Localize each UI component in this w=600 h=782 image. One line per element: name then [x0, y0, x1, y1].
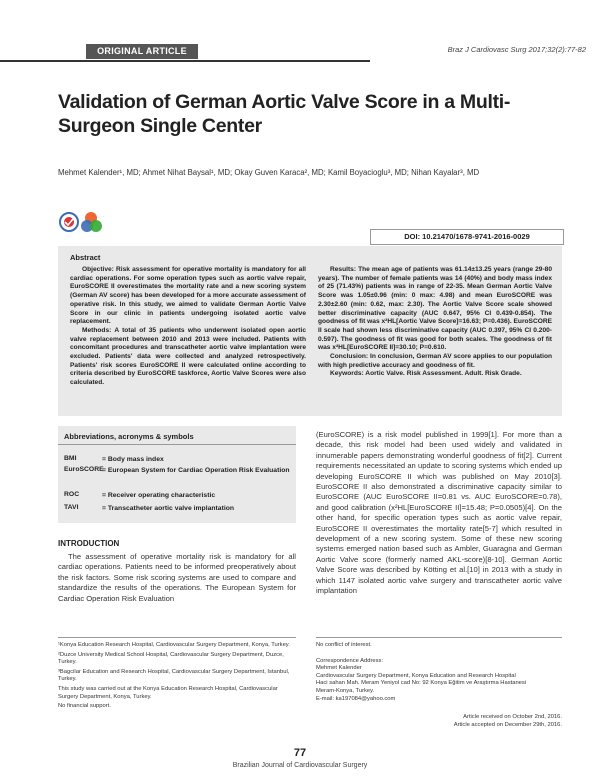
introduction-right-text: (EuroSCORE) is a risk model published in 1999[1]. For more than a decade, this risk model had been used widely and validated in innumerable papers demonstrating wonderful goodness of fit[2]. Current requirements necessitated an update to scoring systems which ended up developing EuroSCORE II which was published on May 2010[3]. EuroSCORE II also demonstrated a discriminative capacity similar to EuroSCORE (AUC EuroSCORE II=0.81 vs. AUC EuroSCORE=0.78), and good calibration (x²HL[EuroSCORE II]=15.48; P=0.0505)[4]. On the other hand, for specific operation types such as aortic valve repair, EuroSCORE II overestimates the mortality rate[5-7] which resulted in development of a new scoring system. Some of these new scoring systems emerged nation based such as Ambler, Guaragna and German Aortic Valve score (formerly named AKL-score)[8-10]. German Aortic Valve Score was described by Kötting et al.[10] in 2013 with a study in which 1147 isolated aortic valve surgery and transcatheter aortic valve implantation [316, 430, 562, 596]
footnote-divider-left [58, 637, 296, 638]
doi-box[interactable]: DOI: 10.21470/1678-9741-2016-0029 [370, 229, 564, 245]
article-dates [316, 714, 562, 729]
introduction-left-text: The assessment of operative mortality risk is mandatory for all cardiac operations. Patients need to be informed preoperatively about the risk factors. Some risk scoring systems are used to compare and standardize the results of the operations. The European System for Cardiac Operation Risk Evaluation [58, 552, 296, 603]
funding-note: No financial support. [58, 703, 111, 710]
address-line: Cardiovascular Surgery Department, Konya Education and Research Hospital [316, 672, 516, 679]
abbreviation-row [64, 504, 292, 514]
abbreviation-value: = European System for Cardiac Operation Risk Evaluation [102, 467, 290, 474]
correspondence [316, 642, 562, 703]
abbreviation-key: ROC [64, 491, 80, 498]
methods-label: Methods: [82, 326, 112, 334]
article-title: Validation of German Aortic Valve Score in a Multi-Surgeon Single Center [58, 91, 511, 137]
abbreviation-key: BMI [64, 455, 77, 462]
address-line: Haci sahan Mah. Meram Yeniyol cad No: 92 Konya Eğitim ve Araştırma Hastanesi [316, 680, 527, 687]
keywords-text: Aortic Valve. Risk Assessment. Adult. Risk Grade. [363, 370, 522, 378]
methods-text: A total of 35 patients who underwent isolated open aortic valve replacement between 2010 and 2013 were included. Patients with concomitant procedures and transcatheter aortic valve implantation were excluded. Patients' data were collected and analyzed retrospectively. Patients' risk scores EuroSCORE II were calculated online according to criteria described by EuroSCORE taskforce, Aortic Valve Scores were also calculated. [70, 326, 306, 387]
author-list: Mehmet Kalender¹, MD; Ahmet Nihat Baysal¹, MD; Okay Guven Karaca², MD; Kamil Boyacioglu³, MD; Nihan Kayalar³, MD [58, 168, 480, 177]
page-number: 77 [293, 747, 307, 759]
abstract-right-column [318, 266, 552, 379]
affiliation-3: ³Bagcilar Education and Research Hospital, Cardiovascular Surgery Department, Istanbul, Turkey. [58, 668, 290, 683]
keywords-label: Keywords: [330, 370, 364, 378]
affiliations [58, 642, 294, 713]
abstract-left-column [70, 266, 306, 388]
abbreviation-key: EuroSCORE [64, 466, 104, 473]
objective-label: Objective: [82, 266, 114, 273]
abbreviations-title: Abbreviations, acronyms & symbols [64, 432, 194, 441]
conflict-note: No conflict of interest. [316, 642, 372, 648]
affiliation-2: ²Duzce University Medical School Hospital, Cardiovascular Surgery Department, Duzce, Turkey. [58, 651, 284, 666]
received-date: Article received on October 2nd, 2016. [463, 714, 562, 720]
abbreviation-key: TAVI [64, 504, 79, 511]
abstract-heading: Abstract [70, 253, 101, 262]
abbreviation-row [64, 455, 292, 465]
results-label: Results: [330, 266, 357, 273]
results-text: The mean age of patients was 61.14±13.25 years (range 29-80 years). The number of female patients was 14 (40%) and body mass index of 25 (71.43%) patients was in range of 22-35. Mean German Aortic Valve Score was 1.05±0.96 (min: 0 max: 4.98) and mean EuroSCORE was 2.30±2.60 (min: 0.62, max: 2.30). The Aortic Valve Score scale showed better discriminative capacity (AUC 0.647, 95% CI 0.439-0.854). The goodness of fit was x²HL[Aortic Valve Score]=16.63; P=0.436). EuroSCORE II scale had shown less discriminative capacity (AUC 0.397, 95% CI 0.200-0.597). The goodness of fit was good for both scales. The goodness of fit was x²HL[EuroSCORE II]=30.10; P=0.610. [318, 266, 552, 352]
crossmark-logos[interactable] [58, 209, 110, 235]
study-location: This study was carried out at the Konya Education Research Hospital, Cardiovascular Surgery Department, Konya, Turkey. [58, 685, 278, 700]
address-line: Correspondence Address: [316, 657, 384, 664]
abbreviation-row [64, 491, 292, 501]
abbreviation-row [64, 466, 292, 486]
journal-reference: Braz J Cardiovasc Surg 2017;32(2):77-82 [447, 45, 586, 54]
introduction-heading: INTRODUCTION [58, 539, 120, 548]
email-link[interactable]: E-mail: ka197084@yahoo.com [316, 695, 396, 702]
objective-text: Risk assessment for operative mortality is mandatory for all cardiac operations. For some operation types such as aortic valve repair, EuroSCORE II overestimates the mortality rate and a new scoring system (German AV score) has been developed for a more accurate assessment of operative risk. In this study, we aimed to validate German Aortic Valve Score in our clinic in patients undergoing isolated aortic valve replacement. [70, 266, 306, 326]
abbreviation-value: = Body mass index [102, 456, 164, 463]
section-label: ORIGINAL ARTICLE [86, 44, 198, 59]
accepted-date: Article accepted on December 29th, 2016. [453, 721, 562, 728]
affiliation-1: ¹Konya Education Research Hospital, Cardiovascular Surgery Department, Konya, Turkey. [58, 642, 290, 648]
footnote-divider-right [316, 637, 562, 638]
journal-footer: Brazilian Journal of Cardiovascular Surgery [232, 762, 368, 769]
address-line: Meram-Konya, Turkey. [316, 687, 375, 694]
conclusion-text: In conclusion, German AV score applies to our population with high predictive accuracy and goodness of fit. [318, 353, 552, 369]
address-line: Mehmet Kalender [316, 665, 362, 672]
crossmark-icon [58, 209, 110, 235]
abbreviation-value: = Transcatheter aortic valve implantation [102, 505, 235, 512]
abbreviation-value: = Receiver operating characteristic [102, 492, 216, 499]
conclusion-label: Conclusion: [330, 353, 369, 361]
